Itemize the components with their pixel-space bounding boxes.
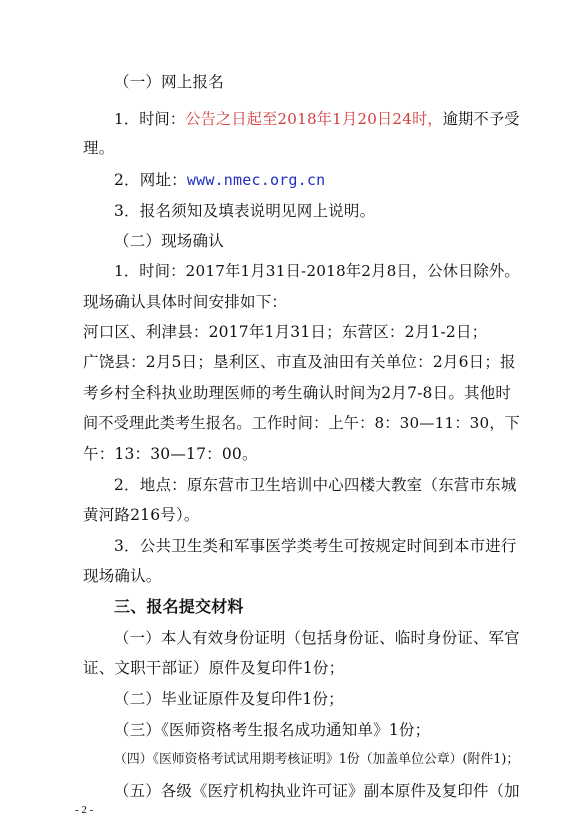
section-materials-heading: 三、报名提交材料 — [114, 597, 244, 616]
section-online-registration: （一）网上报名 — [114, 73, 224, 91]
onsite-time-line: 1．时间：2017年1月31日-2018年2月8日，公休日除外。 — [114, 262, 520, 280]
schedule-line-2: 广饶县：2月5日；垦利区、市直及油田有关单位：2月6日；报 — [83, 353, 516, 371]
schedule-line-3: 考乡村全科执业助理医师的考生确认时间为2月7-8日。其他时 — [83, 384, 512, 402]
material-item-3: （三）《医师资格考生报名成功通知单》1份； — [114, 721, 431, 739]
website-line — [114, 170, 325, 190]
location-line: 2．地点：原东营市卫生培训中心四楼大教室（东营市东城 — [114, 476, 517, 494]
schedule-line-5: 午：13：30—17：00。 — [83, 445, 258, 463]
material-item-4: （四）《医师资格考试试用期考核证明》1份（加盖单位公章）(附件1)； — [114, 752, 520, 767]
special-categories-line-cont: 现场确认。 — [83, 567, 162, 585]
material-item-2: （二）毕业证原件及复印件1份； — [114, 690, 344, 708]
website-label: 2．网址： — [114, 171, 187, 189]
online-time-label: 1．时间： — [114, 110, 186, 128]
online-time-line — [114, 109, 520, 129]
location-line-cont: 黄河路216号）。 — [83, 506, 200, 524]
online-time-deadline: 逾期不予受 — [442, 110, 520, 128]
website-link[interactable]: www.nmec.org.cn — [186, 171, 326, 189]
material-item-1: （一）本人有效身份证明（包括身份证、临时身份证、军官 — [114, 629, 520, 647]
online-time-period: 公告之日起至2018年1月20日24时， — [185, 110, 443, 128]
special-categories-line: 3．公共卫生类和军事医学类考生可按规定时间到本市进行 — [114, 537, 517, 555]
schedule-line-4: 间不受理此类考生报名。工作时间：上午：8：30—11：30，下 — [83, 414, 521, 432]
schedule-line-1: 河口区、利津县：2017年1月31日；东营区：2月1-2日； — [83, 323, 488, 341]
online-time-line-cont: 理。 — [83, 139, 115, 157]
material-item-5: （五）各级《医疗机构执业许可证》副本原件及复印件（加 — [114, 782, 520, 800]
material-item-1-cont: 证、文职干部证）原件及复印件1份； — [83, 659, 345, 677]
page-number: - 2 - — [75, 804, 94, 816]
registration-notes-line: 3．报名须知及填表说明见网上说明。 — [114, 202, 376, 220]
section-onsite-confirmation: （二）现场确认 — [114, 232, 224, 250]
onsite-schedule-intro: 现场确认具体时间安排如下： — [83, 293, 288, 311]
